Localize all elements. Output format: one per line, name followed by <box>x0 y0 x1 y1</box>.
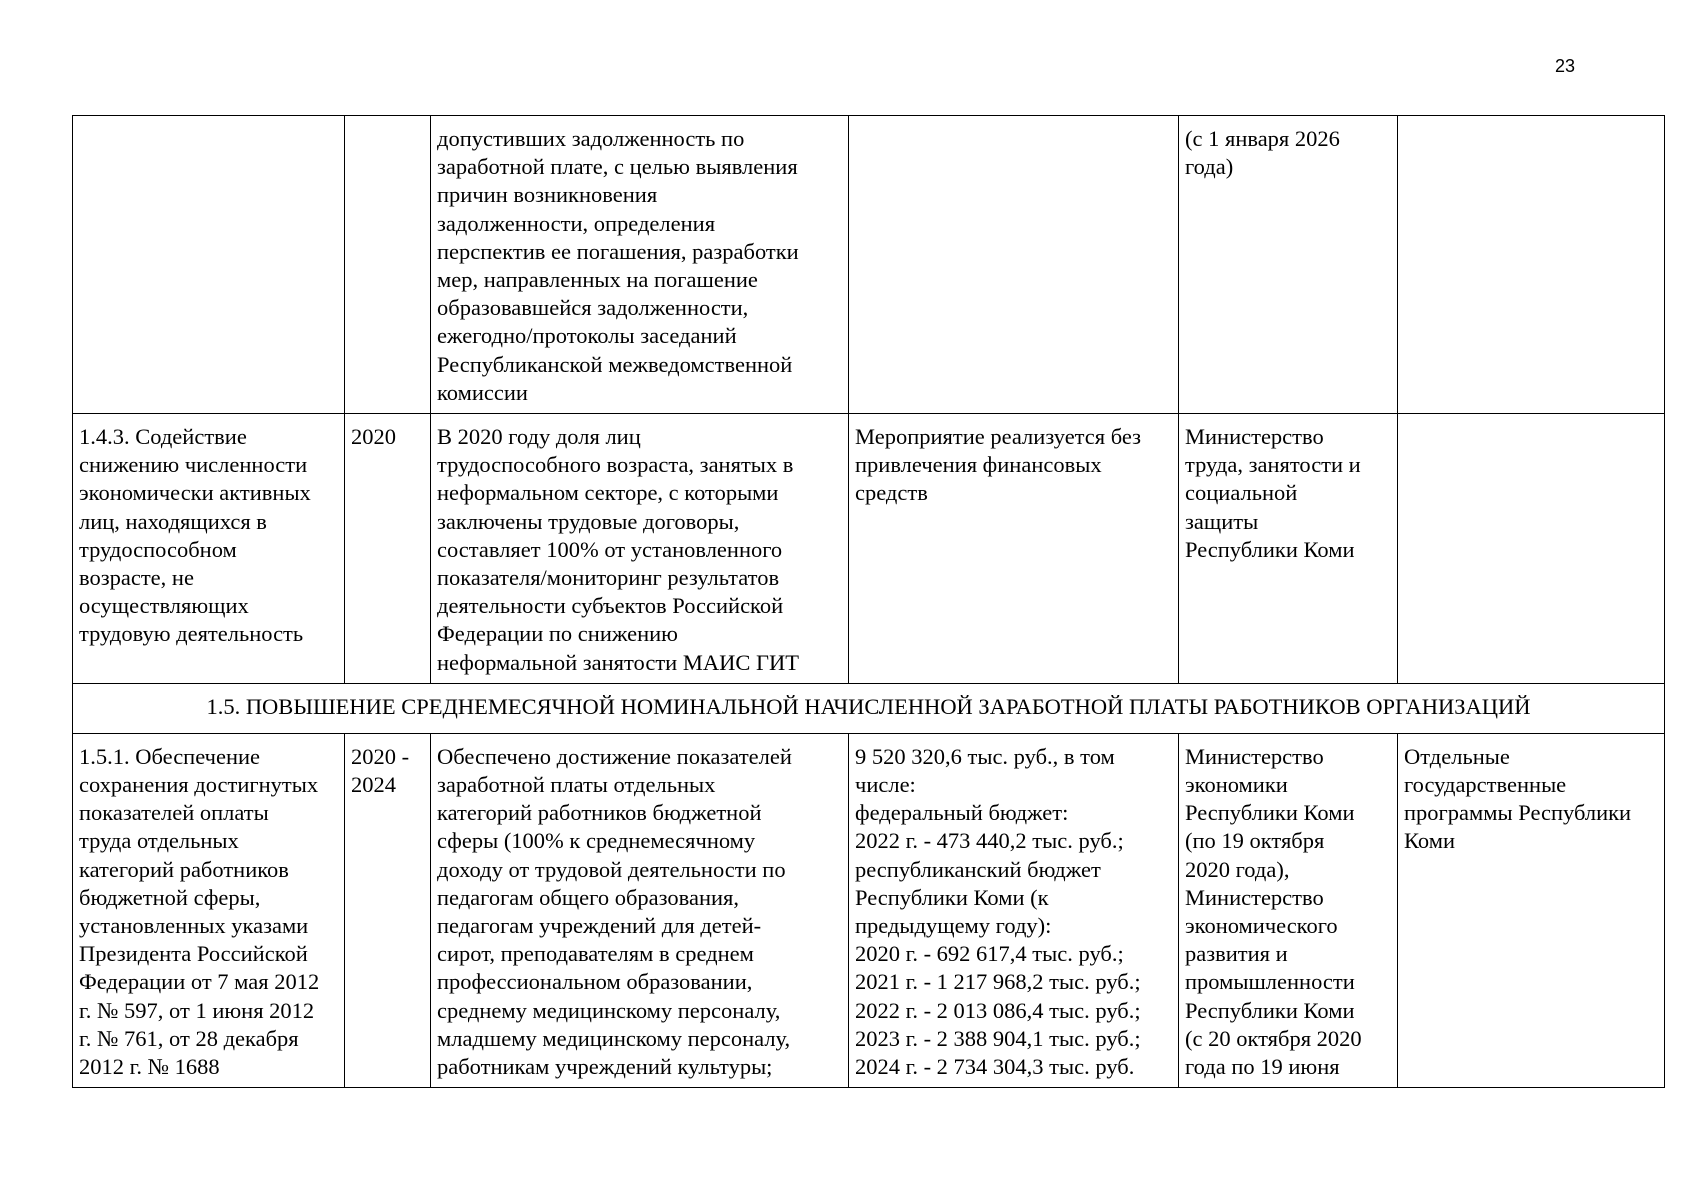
cell-text-line: (с 20 октября 2020 <box>1185 1025 1362 1051</box>
result-cell <box>431 414 849 684</box>
cell-text-line: Республики Коми <box>1185 536 1355 562</box>
section-heading: 1.5. ПОВЫШЕНИЕ СРЕДНЕМЕСЯЧНОЙ НОМИНАЛЬНОЙ НАЧИСЛЕННОЙ ЗАРАБОТНОЙ ПЛАТЫ РАБОТНИКОВ ОРГАНИЗАЦИЙ <box>73 683 1665 733</box>
table-row <box>73 733 1665 1087</box>
cell-text-line: категорий работников бюджетной <box>437 800 762 826</box>
cell-text-line: снижению численности <box>79 452 308 478</box>
cell-text-line: работникам учреждений культуры; <box>437 1054 773 1080</box>
cell-text-line: профессиональном образовании, <box>437 969 753 995</box>
cell-text-line: возрасте, не <box>79 565 194 591</box>
cell-text-line: неформальной занятости МАИС ГИТ <box>437 649 799 675</box>
cell-text-line: 9 520 320,6 тыс. руб., в том <box>855 743 1115 769</box>
cell-text-line: педагогам общего образования, <box>437 884 740 910</box>
cell-text-line: промышленности <box>1185 969 1355 995</box>
cell-text-line: показателя/мониторинг результатов <box>437 565 780 591</box>
cell-text-line: защиты <box>1185 508 1259 534</box>
cell-text-line: Обеспечено достижение показателей <box>437 743 792 769</box>
cell-text-line: Министерство <box>1185 743 1324 769</box>
cell-text-line: экономически активных <box>79 480 311 506</box>
cell-text-line: Коми <box>1404 828 1455 854</box>
responsible-cell <box>1179 414 1398 684</box>
responsible-cell <box>1179 116 1398 414</box>
cell-text-line: социальной <box>1185 480 1298 506</box>
period-cell <box>345 414 431 684</box>
cell-text-line: 1.4.3. Содействие <box>79 424 247 450</box>
cell-text-line: 2024 <box>351 772 396 798</box>
result-cell <box>431 116 849 414</box>
cell-text-line: 2024 г. - 2 734 304,3 тыс. руб. <box>855 1054 1135 1080</box>
cell-text-line: 2020 <box>351 424 396 450</box>
cell-text-line: допустивших задолженность по <box>437 126 745 151</box>
cell-text-line: комиссии <box>437 379 528 405</box>
cell-text-line: труда отдельных <box>79 828 239 854</box>
cell-text-line: деятельности субъектов Российской <box>437 593 784 619</box>
measure-name-cell <box>73 733 345 1087</box>
funding-cell <box>849 414 1179 684</box>
cell-text-line: заключены трудовые договоры, <box>437 508 740 534</box>
cell-text-line: Федерации по снижению <box>437 621 678 647</box>
cell-text-line: заработной платы отдельных <box>437 772 716 798</box>
cell-text-line: года) <box>1185 154 1234 180</box>
cell-text-line: составляет 100% от установленного <box>437 536 783 562</box>
funding-cell <box>849 733 1179 1087</box>
cell-text-line: ежегодно/протоколы заседаний <box>437 323 737 349</box>
cell-text-line: Министерство <box>1185 884 1324 910</box>
cell-text-line: года по 19 июня <box>1185 1054 1340 1080</box>
cell-text-line: перспектив ее погашения, разработки <box>437 238 799 264</box>
cell-text-line: предыдущему году): <box>855 913 1052 939</box>
cell-text-line: лиц, находящихся в <box>79 508 267 534</box>
program-cell <box>1398 733 1665 1087</box>
cell-text-line: трудовую деятельность <box>79 621 304 647</box>
cell-text-line: задолженности, определения <box>437 210 716 236</box>
cell-text-line: трудоспособного возраста, занятых в <box>437 452 794 478</box>
cell-text-line: экономики <box>1185 772 1288 798</box>
cell-text-line: г. № 761, от 28 декабря <box>79 1025 299 1051</box>
cell-text-line: образовавшейся задолженности, <box>437 295 749 321</box>
measures-table <box>72 115 1665 1088</box>
cell-text-line: Федерации от 7 мая 2012 <box>79 969 320 995</box>
cell-text-line: заработной плате, с целью выявления <box>437 154 798 180</box>
cell-text-line: труда, занятости и <box>1185 452 1361 478</box>
cell-text-line: установленных указами <box>79 913 309 939</box>
program-cell <box>1398 414 1665 684</box>
cell-text-line: федеральный бюджет: <box>855 800 1069 826</box>
cell-text-line: сирот, преподавателям в среднем <box>437 941 754 967</box>
responsible-cell <box>1179 733 1398 1087</box>
cell-text-line: 2020 года), <box>1185 856 1290 882</box>
page-number: 23 <box>1555 56 1576 76</box>
cell-text-line: Мероприятие реализуется без <box>855 424 1142 450</box>
period-cell <box>345 733 431 1087</box>
cell-text-line: развития и <box>1185 941 1288 967</box>
cell-text-line: 2022 г. - 2 013 086,4 тыс. руб.; <box>855 997 1141 1023</box>
cell-text-line: сферы (100% к среднемесячному <box>437 828 756 854</box>
measure-name-cell <box>73 414 345 684</box>
cell-text-line: бюджетной сферы, <box>79 884 261 910</box>
cell-text-line: числе: <box>855 772 916 798</box>
cell-text-line: (по 19 октября <box>1185 828 1325 854</box>
cell-text-line: 2023 г. - 2 388 904,1 тыс. руб.; <box>855 1025 1141 1051</box>
cell-text-line: 2022 г. - 473 440,2 тыс. руб.; <box>855 828 1124 854</box>
cell-text-line: Республики Коми <box>1185 800 1355 826</box>
cell-text-line: младшему медицинскому персоналу, <box>437 1025 791 1051</box>
cell-text-line: Республиканской межведомственной <box>437 351 793 377</box>
table-row <box>73 116 1665 414</box>
cell-text-line: Республики Коми (к <box>855 884 1049 910</box>
measure-name-cell <box>73 116 345 414</box>
cell-text-line: 2021 г. - 1 217 968,2 тыс. руб.; <box>855 969 1141 995</box>
cell-text-line: Республики Коми <box>1185 997 1355 1023</box>
cell-text-line: 2012 г. № 1688 <box>79 1054 220 1080</box>
cell-text-line: экономического <box>1185 913 1338 939</box>
cell-text-line: республиканский бюджет <box>855 856 1101 882</box>
cell-text-line: трудоспособном <box>79 536 237 562</box>
cell-text-line: осуществляющих <box>79 593 249 619</box>
cell-text-line: среднему медицинскому персоналу, <box>437 997 781 1023</box>
cell-text-line: показателей оплаты <box>79 800 269 826</box>
cell-text-line: средств <box>855 480 928 506</box>
table-row <box>73 414 1665 684</box>
program-cell <box>1398 116 1665 414</box>
section-heading-row <box>73 683 1665 733</box>
cell-text-line: Министерство <box>1185 424 1324 450</box>
cell-text-line: 2020 - <box>351 743 410 769</box>
cell-text-line: сохранения достигнутых <box>79 772 319 798</box>
cell-text-line: доходу от трудовой деятельности по <box>437 856 786 882</box>
cell-text-line: 2020 г. - 692 617,4 тыс. руб.; <box>855 941 1124 967</box>
cell-text-line: программы Республики <box>1404 800 1632 826</box>
cell-text-line: г. № 597, от 1 июня 2012 <box>79 997 315 1023</box>
result-cell <box>431 733 849 1087</box>
cell-text-line: государственные <box>1404 772 1567 798</box>
cell-text-line: В 2020 году доля лиц <box>437 424 641 450</box>
cell-text-line: педагогам учреждений для детей- <box>437 913 762 939</box>
cell-text-line: мер, направленных на погашение <box>437 267 758 293</box>
period-cell <box>345 116 431 414</box>
cell-text-line: причин возникновения <box>437 182 658 208</box>
funding-cell <box>849 116 1179 414</box>
cell-text-line: привлечения финансовых <box>855 452 1102 478</box>
cell-text-line: категорий работников <box>79 856 289 882</box>
cell-text-line: (с 1 января 2026 <box>1185 126 1340 151</box>
cell-text-line: Отдельные <box>1404 743 1510 769</box>
cell-text-line: 1.5.1. Обеспечение <box>79 743 261 769</box>
cell-text-line: неформальном секторе, с которыми <box>437 480 779 506</box>
cell-text-line: Президента Российской <box>79 941 308 967</box>
